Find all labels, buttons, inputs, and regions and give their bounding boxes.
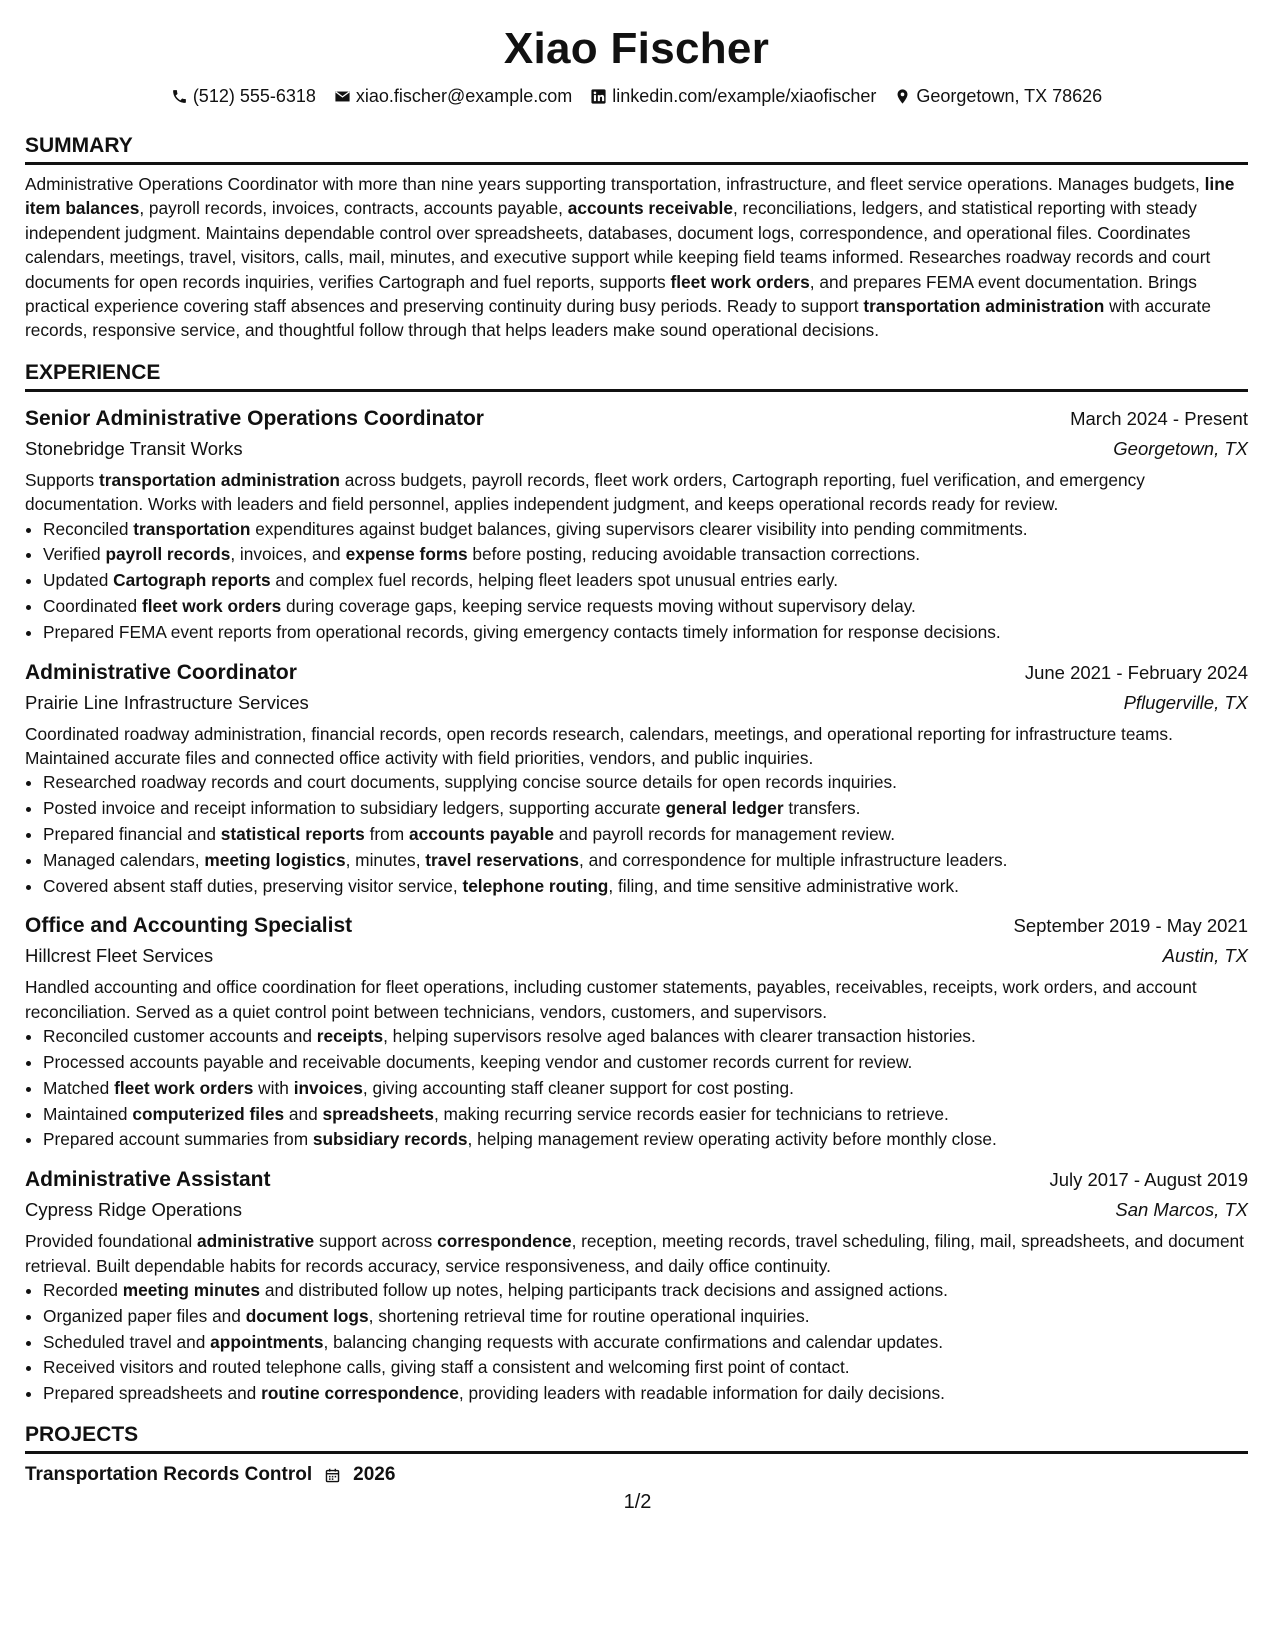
job-bullet: • Received visitors and routed telephone calls, giving staff a consistent and welcoming first point of contact. xyxy=(43,1355,1248,1381)
job-location: Georgetown, TX xyxy=(1113,437,1248,459)
job-dates: July 2017 - August 2019 xyxy=(1049,1169,1248,1191)
job-entry xyxy=(25,658,1248,900)
job-subheader xyxy=(25,941,1248,971)
job-bullet: • Verified payroll records, invoices, and expense forms before posting, reducing avoidable transaction corrections. xyxy=(43,542,1248,568)
job-dates: June 2021 - February 2024 xyxy=(1024,661,1248,683)
job-bullets xyxy=(25,770,1248,899)
job-bullet: • Prepared FEMA event reports from operational records, giving emergency contacts timely information for response decisions. xyxy=(43,620,1248,646)
job-bullet: • Scheduled travel and appointments, balancing changing requests with accurate confirmations and calendar updates. xyxy=(43,1330,1248,1356)
experience-heading: EXPERIENCE xyxy=(25,361,1248,392)
location-text: Georgetown, TX 78626 xyxy=(916,86,1103,106)
job-subheader xyxy=(25,1195,1248,1225)
job-header xyxy=(25,1165,1248,1195)
projects-heading: PROJECTS xyxy=(25,1423,1248,1454)
map-pin-icon xyxy=(894,88,911,105)
phone-text: (512) 555-6318 xyxy=(192,86,316,106)
job-header xyxy=(25,658,1248,688)
job-location: Austin, TX xyxy=(1162,945,1248,967)
job-entry xyxy=(25,404,1248,646)
job-company: Stonebridge Transit Works xyxy=(25,437,243,459)
job-dates: March 2024 - Present xyxy=(1070,407,1248,429)
job-header xyxy=(25,404,1248,434)
job-title: Administrative Assistant xyxy=(25,1168,271,1192)
job-bullets xyxy=(25,517,1248,646)
job-bullet: • Matched fleet work orders with invoices, giving accounting staff cleaner support for cost posting. xyxy=(43,1076,1248,1102)
project-name: Transportation Records Control xyxy=(25,1464,313,1486)
job-bullet: • Posted invoice and receipt information to subsidiary ledgers, supporting accurate general ledger transfers. xyxy=(43,796,1248,822)
job-subheader xyxy=(25,434,1248,464)
contact-phone[interactable] xyxy=(171,84,316,108)
job-bullet: • Covered absent staff duties, preserving visitor service, telephone routing, filing, and time sensitive administrative work. xyxy=(43,874,1248,900)
job-title: Administrative Coordinator xyxy=(25,660,297,684)
job-company: Hillcrest Fleet Services xyxy=(25,945,214,967)
calendar-icon xyxy=(324,1467,341,1484)
job-entry xyxy=(25,911,1248,1153)
candidate-name: Xiao Fischer xyxy=(503,24,770,73)
job-bullet: • Updated Cartograph reports and complex fuel records, helping fleet leaders spot unusual entries early. xyxy=(43,568,1248,594)
resume-page xyxy=(25,0,1248,1489)
job-company: Cypress Ridge Operations xyxy=(25,1199,242,1221)
job-bullet: • Reconciled customer accounts and receipts, helping supervisors resolve aged balances with clearer transaction histories. xyxy=(43,1024,1248,1050)
job-bullets xyxy=(25,1278,1248,1407)
job-header xyxy=(25,911,1248,941)
job-bullet: • Prepared account summaries from subsidiary records, helping management review operating activity before monthly close. xyxy=(43,1127,1248,1153)
job-entry xyxy=(25,1165,1248,1407)
job-bullets xyxy=(25,1024,1248,1153)
contact-email[interactable] xyxy=(334,84,572,108)
job-summary: Supports transportation administration across budgets, payroll records, fleet work orders, Cartograph reporting, fuel verification, and emergency documentation. Works with leaders and field personnel, applies independent judgment, and keeps operational records ready for review. xyxy=(25,469,1145,515)
job-bullet: • Researched roadway records and court documents, supplying concise source details for open records inquiries. xyxy=(43,770,1248,796)
job-bullet: • Prepared spreadsheets and routine correspondence, providing leaders with readable information for daily decisions. xyxy=(43,1381,1248,1407)
job-title: Senior Administrative Operations Coordinator xyxy=(25,406,484,430)
contact-location xyxy=(894,84,1102,108)
job-bullet: • Maintained computerized files and spreadsheets, making recurring service records easier for technicians to retrieve. xyxy=(43,1102,1248,1128)
experience-list xyxy=(25,404,1248,1407)
job-bullet: • Reconciled transportation expenditures against budget balances, giving supervisors clearer visibility into pending commitments. xyxy=(43,517,1248,543)
job-summary: Handled accounting and office coordination for fleet operations, including customer statements, payables, receivables, receipts, work orders, and account reconciliation. Served as a quiet control point between technicians, vendors, customers, and supervisors. xyxy=(25,977,1197,1022)
job-bullet: • Organized paper files and document logs, shortening retrieval time for routine operational inquiries. xyxy=(43,1304,1248,1330)
job-subheader xyxy=(25,688,1248,718)
contact-linkedin[interactable] xyxy=(590,84,876,108)
job-location: Pflugerville, TX xyxy=(1123,691,1248,713)
job-company: Prairie Line Infrastructure Services xyxy=(25,691,309,713)
page-number: 1/2 xyxy=(623,1491,652,1513)
job-bullet: • Coordinated fleet work orders during coverage gaps, keeping service requests moving without supervisory delay. xyxy=(43,594,1248,620)
job-location: San Marcos, TX xyxy=(1115,1199,1248,1221)
job-summary: Coordinated roadway administration, financial records, open records research, calendars, meetings, and operational reporting for infrastructure teams. Maintained accurate files and connected office activity with field priorities, vendors, and public inquiries. xyxy=(25,723,1173,769)
email-text: xiao.fischer@example.com xyxy=(355,86,573,106)
job-summary: Provided foundational administrative support across correspondence, reception, meeting records, travel scheduling, filing, mail, spreadsheets, and document retrieval. Built dependable habits for records accuracy, service responsiveness, and daily office continuity. xyxy=(25,1231,1244,1276)
summary-text: Administrative Operations Coordinator with more than nine years supporting transportation, infrastructure, and fleet service operations. Manages budgets, line item balances, payroll records, invoices, contracts, accounts payable, accounts receivable, reconciliations, ledgers, and statistical reporting with steady independent judgment. Maintains dependable control over spreadsheets, databases, document logs, correspondence, and operational files. Coordinates calendars, meetings, travel, visitors, calls, mail, minutes, and executive support while keeping field teams informed. Researches roadway records and court documents for open records inquiries, verifies Cartograph and fuel reports, supports fleet work orders, and prepares FEMA event documentation. Brings practical experience covering staff absences and preserving continuity during busy periods. Ready to support transportation administration with accurate records, responsive service, and thoughtful follow through that helps leaders make sound operational decisions. xyxy=(25,174,1235,341)
contact-bar xyxy=(25,84,1248,108)
job-bullet: • Processed accounts payable and receivable documents, keeping vendor and customer records current for review. xyxy=(43,1050,1248,1076)
job-bullet: • Managed calendars, meeting logistics, minutes, travel reservations, and correspondence for multiple infrastructure leaders. xyxy=(43,848,1248,874)
job-dates: September 2019 - May 2021 xyxy=(1013,915,1248,937)
summary-heading: SUMMARY xyxy=(25,134,1248,165)
job-bullet: • Recorded meeting minutes and distributed follow up notes, helping participants track decisions and assigned actions. xyxy=(43,1278,1248,1304)
project-item xyxy=(25,1461,1248,1489)
project-year: 2026 xyxy=(353,1464,396,1486)
envelope-icon xyxy=(334,88,351,105)
job-bullet: • Prepared financial and statistical reports from accounts payable and payroll records for management review. xyxy=(43,822,1248,848)
phone-icon xyxy=(171,88,188,105)
job-title: Office and Accounting Specialist xyxy=(25,914,353,938)
linkedin-icon xyxy=(590,88,607,105)
linkedin-text: linkedin.com/example/xiaofischer xyxy=(612,86,877,106)
